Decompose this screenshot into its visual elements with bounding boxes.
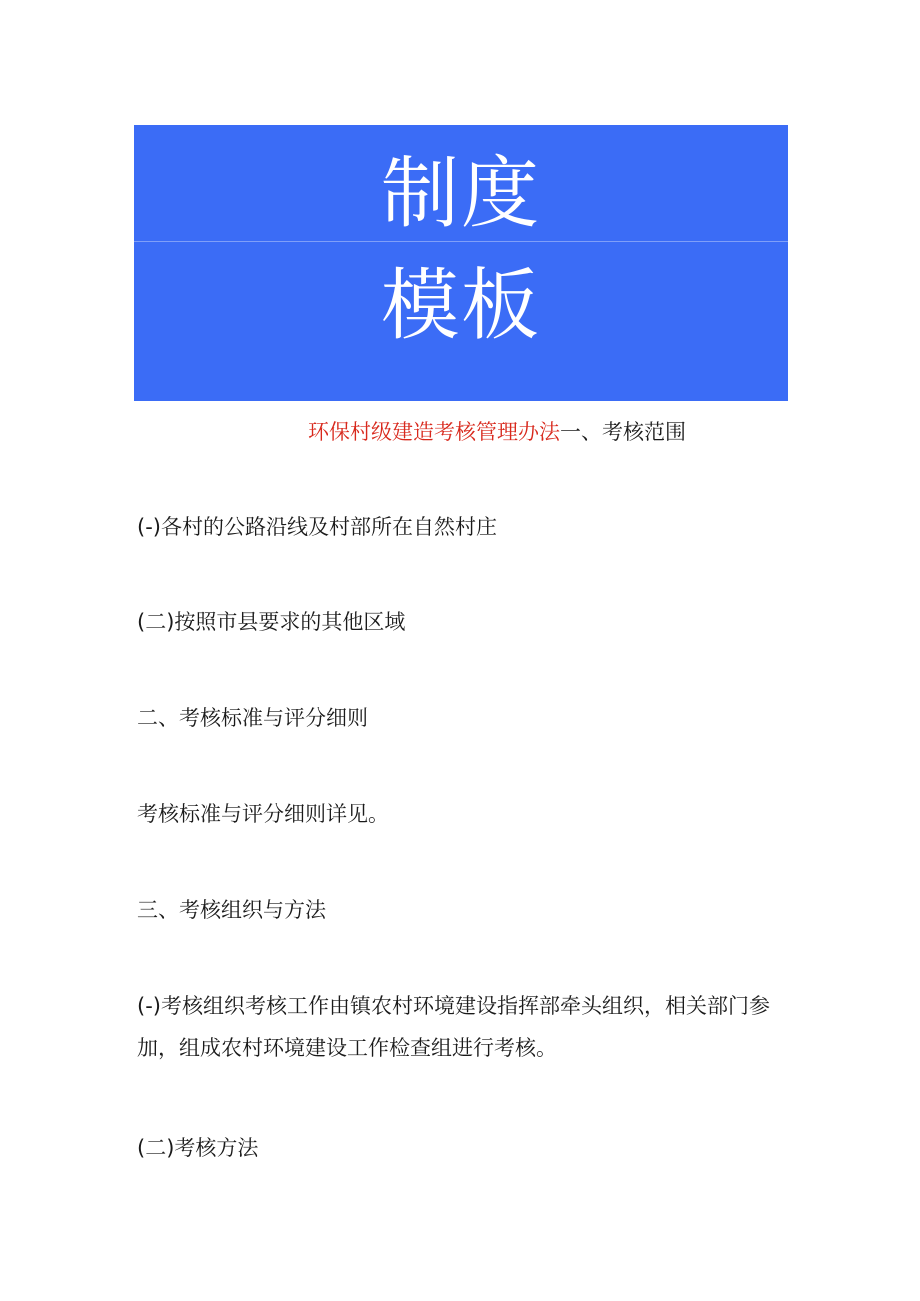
banner-divider	[134, 241, 788, 242]
paragraph-scope-item-1: (-)各村的公路沿线及村部所在自然村庄	[137, 515, 497, 539]
document-subtitle	[308, 418, 686, 446]
paragraph-method-heading: (二)考核方法	[137, 1136, 259, 1160]
document-title: 环保村级建造考核管理办法	[308, 420, 560, 444]
section-heading-standards: 二、考核标准与评分细则	[137, 706, 368, 730]
paragraph-scope-item-2: (二)按照市县要求的其他区域	[137, 610, 406, 634]
title-banner	[134, 125, 788, 401]
banner-title-line-2: 模板	[380, 261, 541, 351]
section-heading-scope: 一、考核范围	[560, 420, 686, 444]
paragraph-standards-detail: 考核标准与评分细则详见。	[137, 802, 389, 826]
paragraph-organization-detail: (-)考核组织考核工作由镇农村环境建设指挥部牵头组织，相关部门参加，组成农村环境建设工作检查组进行考核。	[137, 994, 770, 1060]
section-heading-organization: 三、考核组织与方法	[137, 898, 326, 922]
banner-title-line-1: 制度	[380, 149, 541, 239]
